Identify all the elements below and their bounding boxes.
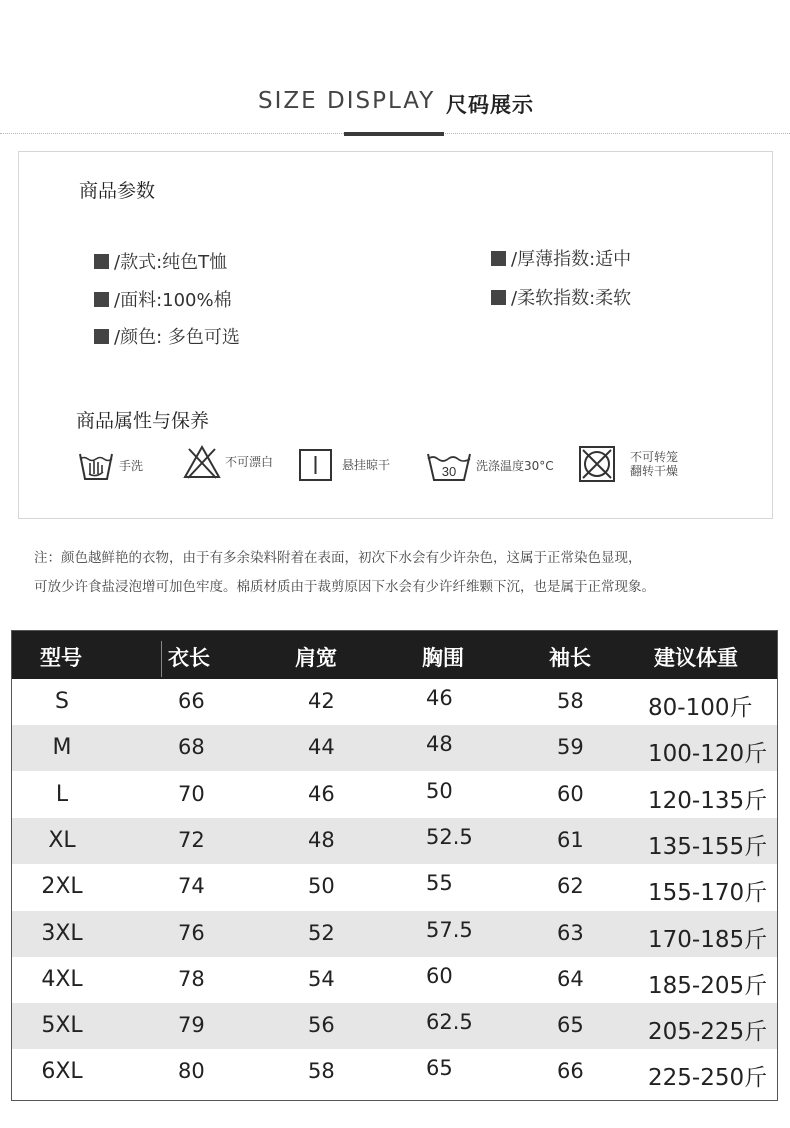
cell-sleeve: 58: [557, 689, 584, 713]
care-label: 洗涤温度30°C: [476, 459, 554, 473]
cell-weight: 170-185斤: [648, 926, 768, 953]
cell-size: 2XL: [41, 874, 83, 900]
bullet-square-icon: [94, 329, 109, 344]
cell-chest: 52.5: [426, 824, 473, 849]
header-title-en: SIZE DISPLAY: [258, 88, 436, 114]
param-item-softness: [491, 284, 631, 310]
cell-chest: 57.5: [426, 917, 473, 942]
care-label: 悬挂晾干: [342, 458, 391, 472]
cell-shoulder: 44: [308, 735, 335, 760]
cell-chest: 50: [426, 778, 453, 803]
care-label: [630, 450, 678, 478]
header-shoulder: 肩宽: [295, 646, 337, 670]
cell-size: M: [52, 735, 72, 761]
cell-weight: 155-170斤: [648, 880, 768, 907]
wash-30-icon: [426, 450, 472, 482]
cell-length: 70: [178, 781, 205, 806]
table-row: [12, 818, 777, 864]
table-row: [12, 864, 777, 910]
table-row: [12, 911, 777, 957]
cell-shoulder: 56: [308, 1013, 335, 1038]
params-title: 商品参数: [79, 180, 156, 202]
header-underline: [344, 132, 444, 136]
no-tumble-dry-icon: [578, 445, 616, 483]
hand-wash-icon: [77, 450, 115, 482]
cell-length: 78: [178, 966, 205, 991]
care-label-line2: 翻转干燥: [630, 464, 679, 478]
param-item-color: [94, 323, 240, 349]
header-sleeve: 袖长: [549, 646, 591, 670]
size-table: [11, 630, 778, 1101]
cell-length: 74: [178, 874, 205, 899]
care-title: 商品属性与保养: [76, 410, 210, 432]
cell-weight: 100-120斤: [648, 741, 768, 768]
header-chest: 胸围: [422, 646, 464, 670]
cell-shoulder: 52: [308, 920, 335, 945]
cell-sleeve: 62: [557, 874, 584, 899]
header-title-zh: 尺码展示: [446, 93, 534, 117]
table-row: [12, 1049, 777, 1095]
header-separator: [161, 641, 162, 677]
header-size: 型号: [40, 646, 82, 670]
table-row: [12, 957, 777, 1003]
cell-size: L: [55, 781, 69, 807]
cell-sleeve: 61: [557, 827, 584, 852]
care-label: 不可漂白: [225, 455, 274, 469]
cell-length: 76: [178, 920, 205, 945]
cell-weight: 80-100斤: [648, 695, 753, 721]
cell-size: XL: [48, 827, 76, 853]
param-item-fabric: [94, 286, 232, 312]
bullet-square-icon: [94, 254, 109, 269]
cell-length: 72: [178, 827, 205, 852]
bullet-square-icon: [94, 292, 109, 307]
cell-shoulder: 48: [308, 827, 335, 852]
table-row: [12, 725, 777, 771]
param-label: /柔软指数:柔软: [511, 288, 632, 309]
cell-chest: 46: [426, 686, 453, 710]
note-line-1: 注：颜色越鲜艳的衣物，由于有多余染料附着在表面，初次下水会有少许杂色，这属于正常染色显现，: [34, 550, 642, 566]
no-bleach-icon: [183, 444, 221, 480]
care-no-bleach: [183, 444, 273, 480]
table-row: [12, 1003, 777, 1049]
care-hang-dry: [298, 448, 390, 482]
cell-weight: 135-155斤: [648, 833, 768, 860]
table-row: [12, 772, 777, 818]
care-hand-wash: [77, 450, 143, 482]
cell-sleeve: 65: [557, 1013, 584, 1038]
param-item-thickness: [491, 245, 631, 271]
cell-length: 79: [178, 1013, 205, 1038]
wash-temp-number: 30: [441, 464, 457, 479]
cell-chest: 48: [426, 732, 453, 757]
cell-length: 80: [178, 1059, 205, 1084]
care-label: 手洗: [119, 459, 144, 473]
table-header: [12, 631, 777, 679]
cell-chest: 62.5: [426, 1010, 473, 1035]
cell-weight: 225-250斤: [648, 1065, 768, 1092]
param-label: /款式:纯色T恤: [114, 252, 228, 273]
cell-sleeve: 63: [557, 920, 584, 945]
param-item-style: [94, 248, 227, 274]
care-no-tumble-dry: [578, 445, 678, 483]
cell-shoulder: 58: [308, 1059, 335, 1084]
cell-weight: 185-205斤: [648, 972, 768, 999]
param-label: /颜色: 多色可选: [114, 327, 240, 348]
cell-sleeve: 60: [557, 781, 584, 806]
note-line-2: 可放少许食盐浸泡增可加色牢度。棉质材质由于裁剪原因下水会有少许纤维颗下沉，也是属于正常现象。: [34, 579, 655, 595]
hang-dry-icon: [298, 448, 334, 482]
param-label: /厚薄指数:适中: [511, 249, 632, 270]
cell-shoulder: 46: [308, 781, 335, 806]
cell-size: 5XL: [41, 1013, 83, 1039]
cell-length: 68: [178, 735, 205, 760]
cell-size: 6XL: [41, 1059, 83, 1085]
bullet-square-icon: [491, 251, 506, 266]
cell-weight: 120-135斤: [648, 787, 768, 814]
header-weight: 建议体重: [654, 646, 738, 670]
care-label-line1: 不可转笼: [630, 450, 679, 464]
cell-shoulder: 50: [308, 874, 335, 899]
bullet-square-icon: [491, 290, 506, 305]
cell-chest: 60: [426, 963, 453, 988]
cell-sleeve: 59: [557, 735, 584, 760]
header-length: 衣长: [168, 646, 210, 670]
cell-size: 4XL: [41, 966, 83, 992]
param-label: /面料:100%棉: [114, 290, 232, 311]
cell-shoulder: 42: [308, 689, 335, 713]
cell-size: 3XL: [41, 920, 83, 946]
cell-chest: 55: [426, 871, 453, 896]
cell-sleeve: 66: [557, 1059, 584, 1084]
cell-chest: 65: [426, 1056, 453, 1081]
cell-shoulder: 54: [308, 966, 335, 991]
cell-length: 66: [178, 689, 205, 713]
cell-sleeve: 64: [557, 966, 584, 991]
care-wash-30: [426, 450, 554, 482]
cell-weight: 205-225斤: [648, 1019, 768, 1046]
cell-size: S: [55, 689, 69, 714]
table-row: [12, 679, 777, 725]
